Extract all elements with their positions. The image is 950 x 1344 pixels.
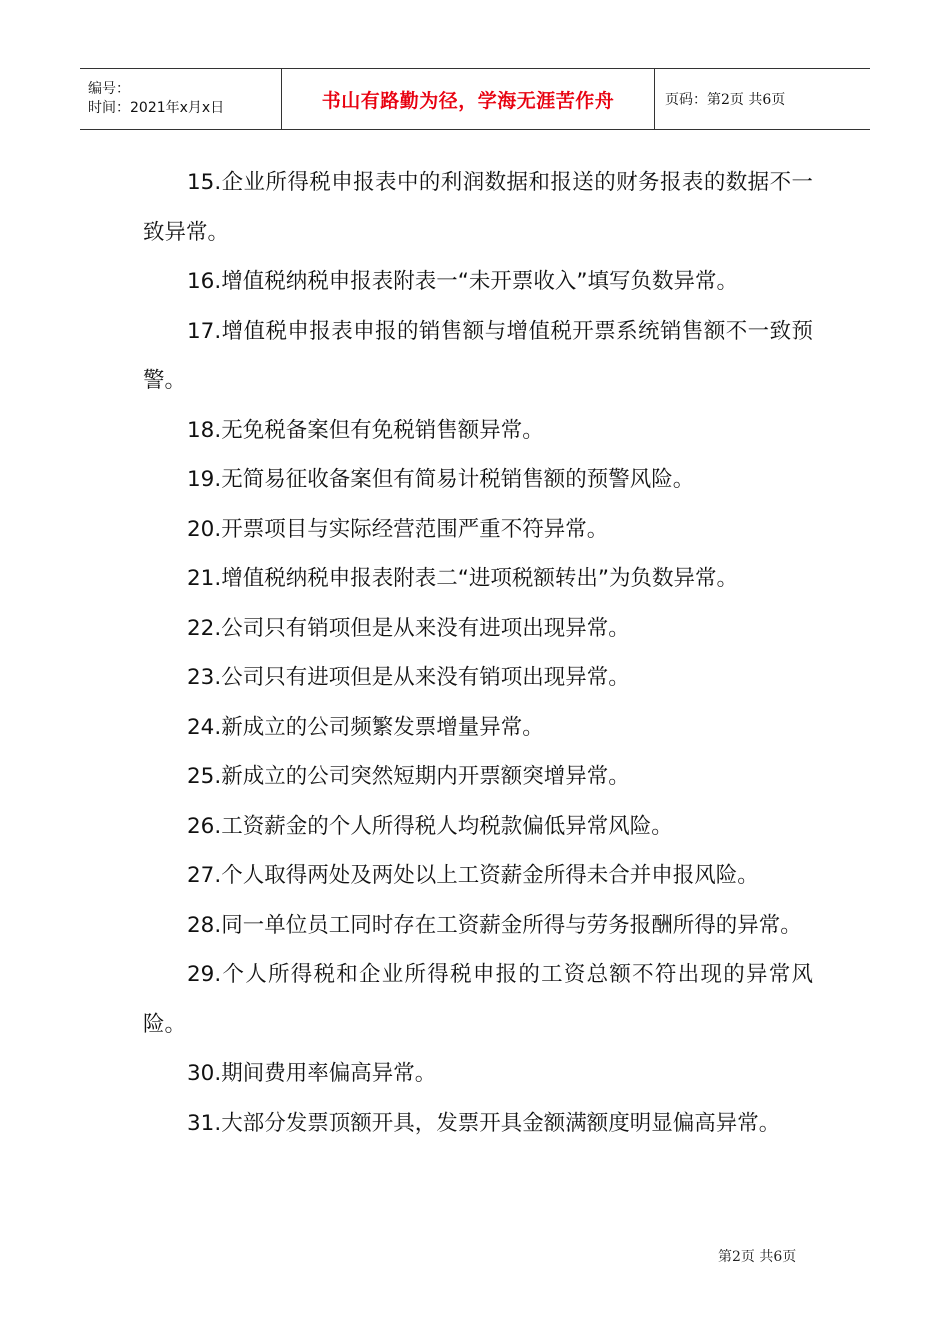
header-motto-cell <box>282 69 655 129</box>
paragraph-29: 29.个人所得税和企业所得税申报的工资总额不符出现的异常风险。 <box>143 962 813 1037</box>
paragraph-16: 16.增值税纳税申报表附表一“未开票收入”填写负数异常。 <box>187 269 738 294</box>
paragraph-21: 21.增值税纳税申报表附表二“进项税额转出”为负数异常。 <box>187 566 738 591</box>
header-motto: 书山有路勤为径，学海无涯苦作舟 <box>321 89 615 112</box>
paragraph-19: 19.无简易征收备案但有简易计税销售额的预警风险。 <box>187 467 695 492</box>
document-date: 时间：2021年x月x日 <box>88 100 225 116</box>
paragraph-18: 18.无免税备案但有免税销售额异常。 <box>187 417 544 443</box>
page-footer <box>718 1246 796 1266</box>
header-page-cell <box>655 69 870 129</box>
paragraph-24: 24.新成立的公司频繁发票增量异常。 <box>187 714 544 740</box>
paragraph-27: 27.个人取得两处及两处以上工资薪金所得未合并申报风险。 <box>187 863 759 888</box>
paragraph-31: 31.大部分发票顶额开具，发票开具金额满额度明显偏高异常。 <box>187 1110 781 1136</box>
header-meta-cell <box>80 69 282 129</box>
paragraph-17: 17.增值税申报表申报的销售额与增值税开票系统销售额不一致预警。 <box>143 318 813 393</box>
paragraph-23: 23.公司只有进项但是从来没有销项出现异常。 <box>187 665 630 690</box>
paragraph-30: 30.期间费用率偏高异常。 <box>187 1061 437 1086</box>
document-body <box>143 158 813 1148</box>
paragraph-25: 25.新成立的公司突然短期内开票额突增异常。 <box>187 764 630 789</box>
paragraph-15: 15.企业所得税申报表中的利润数据和报送的财务报表的数据不一致异常。 <box>143 170 813 245</box>
paragraph-26: 26.工资薪金的个人所得税人均税款偏低异常风险。 <box>187 813 673 839</box>
paragraph-28: 28.同一单位员工同时存在工资薪金所得与劳务报酬所得的异常。 <box>187 912 802 938</box>
document-number-label: 编号： <box>88 81 130 97</box>
header-page-info: 页码：第2页 共6页 <box>665 92 786 108</box>
paragraph-20: 20.开票项目与实际经营范围严重不符异常。 <box>187 516 609 542</box>
footer-page-info: 第2页 共6页 <box>718 1249 797 1265</box>
page-header <box>80 68 870 130</box>
paragraph-22: 22.公司只有销项但是从来没有进项出现异常。 <box>187 615 630 641</box>
